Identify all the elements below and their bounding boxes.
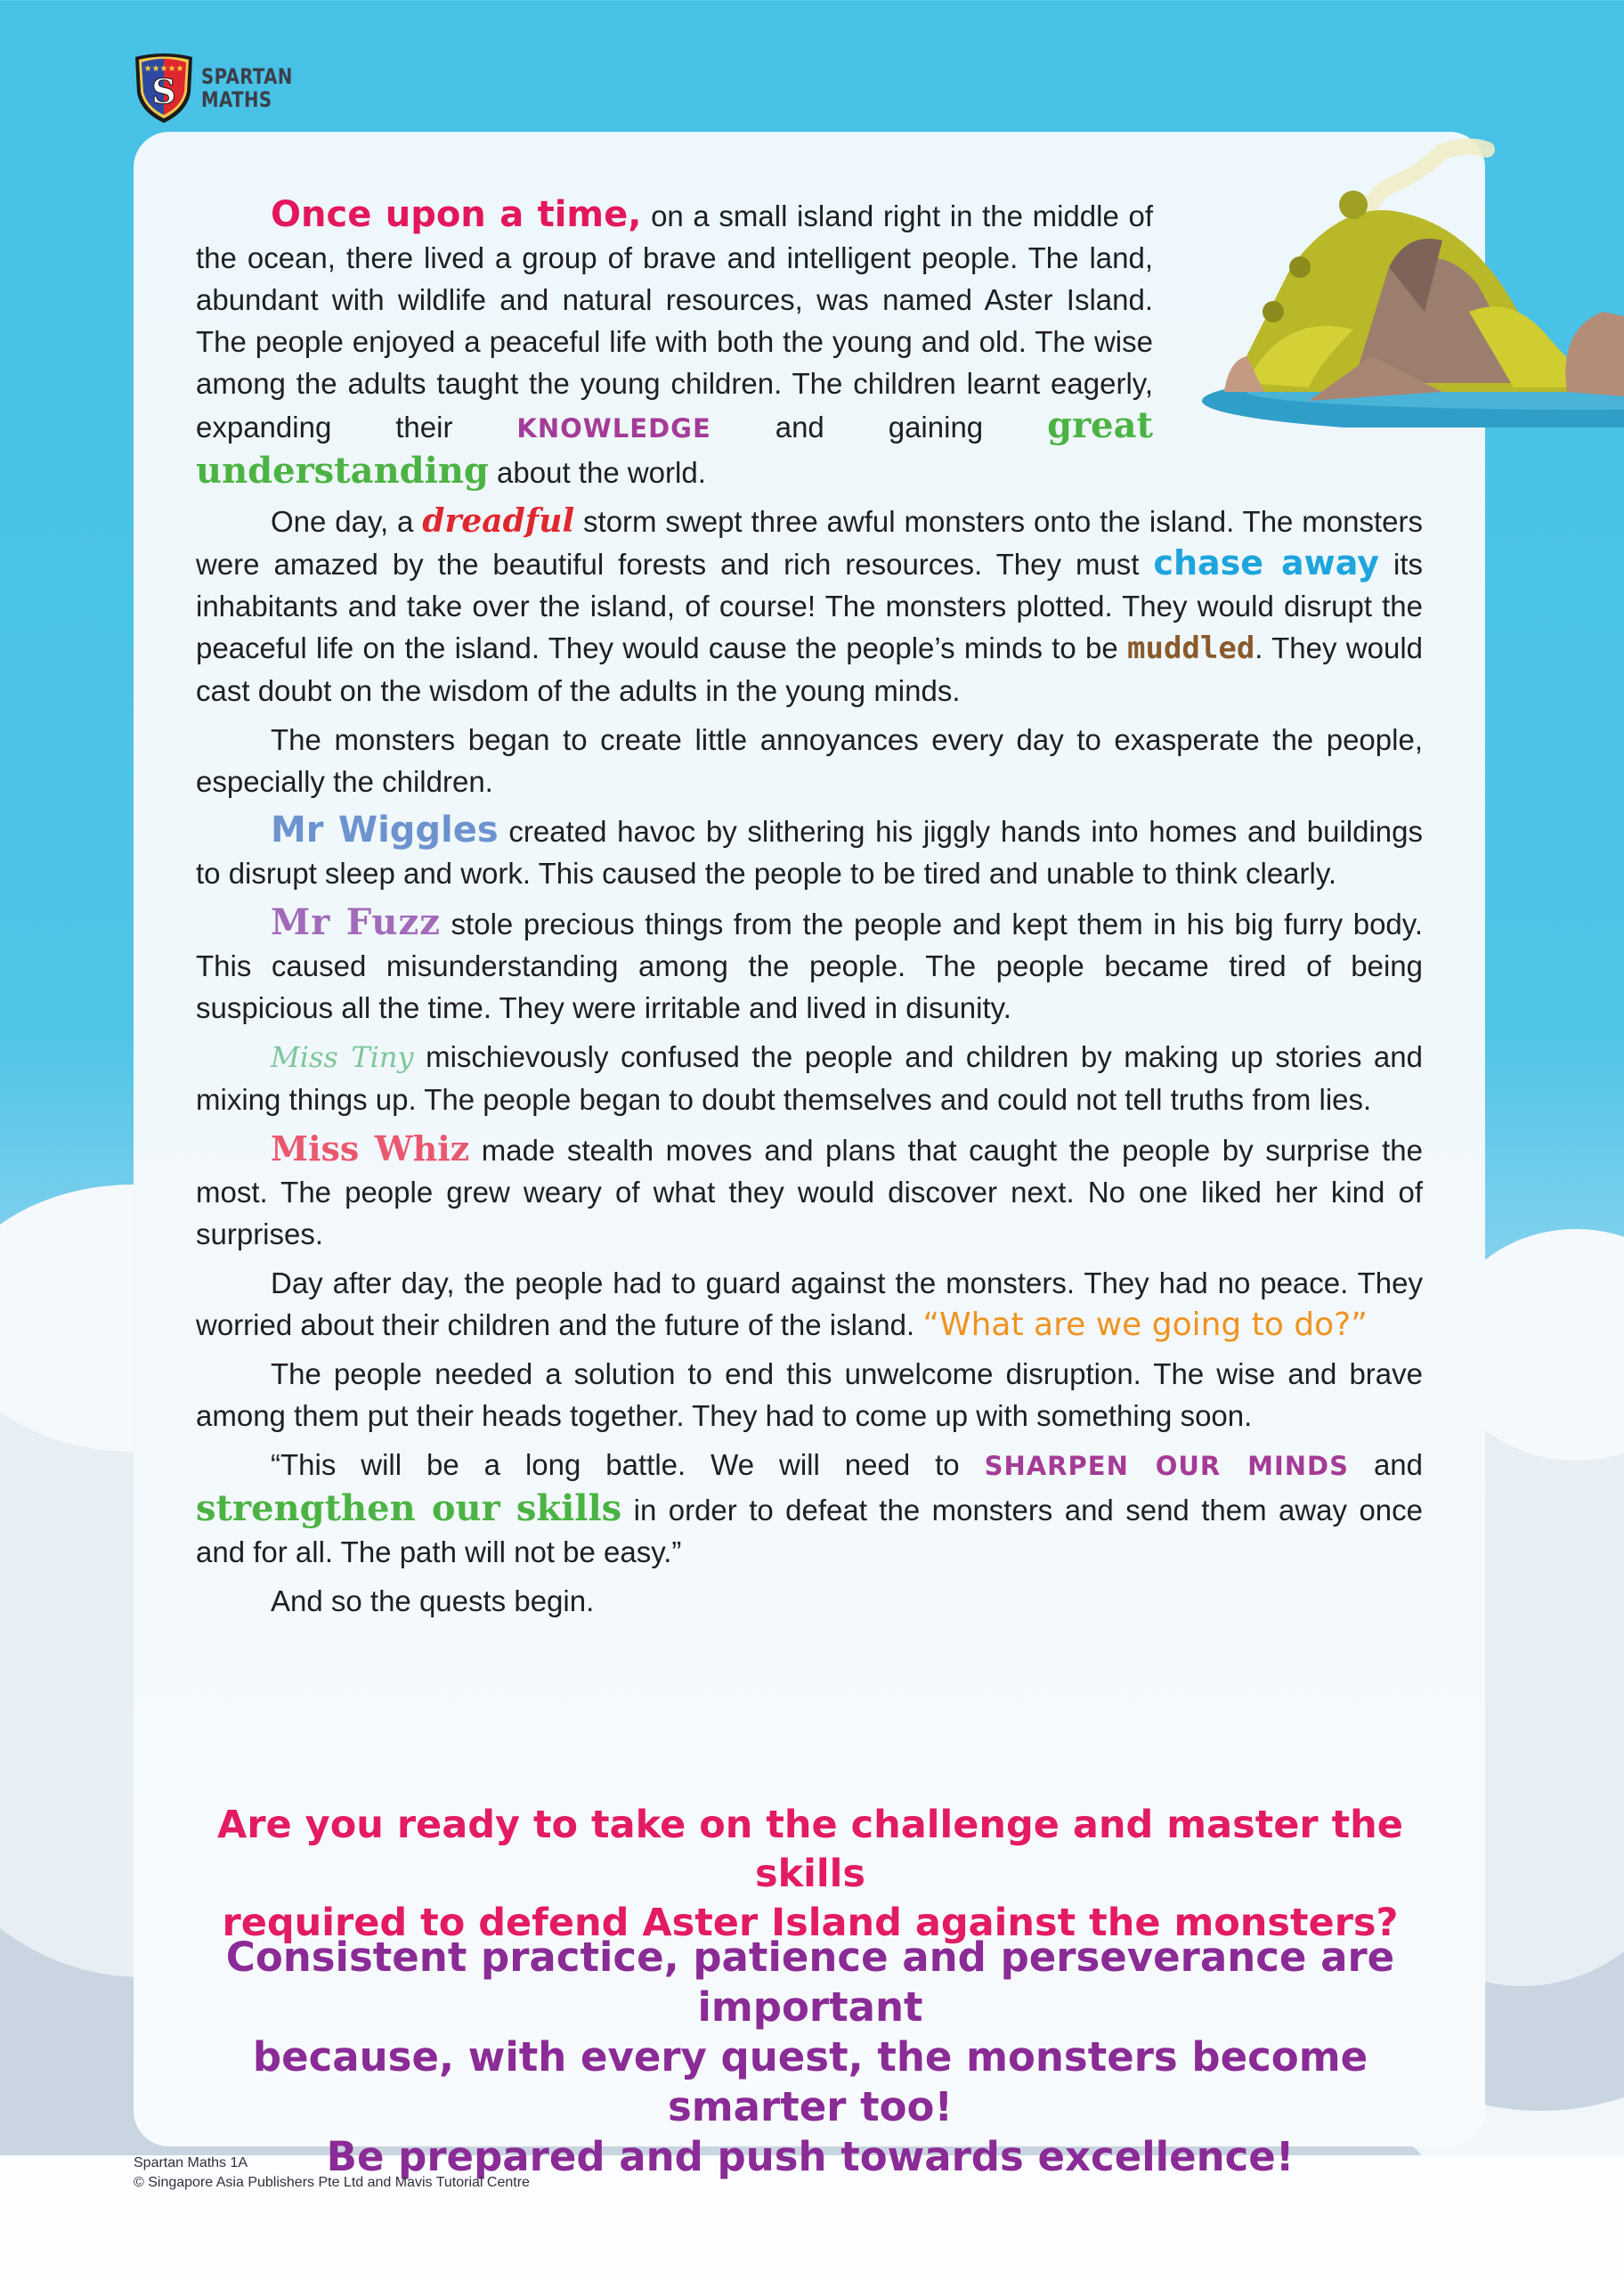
paragraph-mr-fuzz: Mr Fuzz stole precious things from the people and kept them in his big furry body. This caused misunderstanding among the people. The people became tired of being suspicious all the time. They were irritable and lived in disunity. — [196, 901, 1424, 1024]
monster-name-miss-whiz: Miss Whiz — [271, 1128, 470, 1168]
highlight-dreadful: dreadful — [422, 502, 575, 540]
monster-name-mr-wiggles: Mr Wiggles — [271, 810, 499, 851]
copyright-notice: © Singapore Asia Publishers Pte Ltd and Mavis Tutorial Centre — [134, 2175, 530, 2190]
highlight-chase-away: chase away — [1153, 543, 1380, 582]
highlight-great-understanding: great understanding — [196, 404, 1153, 492]
paragraph-quests-begin: And so the quests begin. — [271, 1584, 595, 1617]
highlight-once-upon-a-time: Once upon a time, — [271, 194, 642, 235]
spartan-maths-logo — [132, 52, 313, 125]
challenge-question: Are you ready to take on the challenge and master the skills required to defend Aster Island against the monsters? — [217, 1803, 1403, 1945]
book-title: Spartan Maths 1A — [134, 2155, 248, 2170]
paragraph-miss-whiz: Miss Whiz made stealth moves and plans that caught the people by surprise the most. The people grew weary of what they would discover next. No one liked her kind of surprises. — [196, 1128, 1423, 1250]
monster-name-miss-tiny: Miss Tiny — [271, 1040, 414, 1074]
shield-icon — [132, 52, 196, 125]
svg-text:S: S — [151, 71, 176, 111]
paragraph-solution: The people needed a solution to end this unwelcome disruption. The wise and brave among them put their heads together. They had to come up with something soon. — [196, 1357, 1423, 1432]
motivation-message: Consistent practice, patience and perseverance are important because, with every quest, the monsters become smarter too! Be prepared and push towards excellence! — [225, 1934, 1395, 2180]
monster-name-mr-fuzz: Mr Fuzz — [271, 901, 441, 943]
svg-text:★★★★★: ★★★★★ — [143, 64, 184, 74]
paragraph-intro: Once upon a time, on a small island right in the middle of the ocean, there lived a group of brave and intelligent people. The land, abundant with wildlife and natural resources, was named Aster Island. The people enjoyed a peaceful life with both the young and old. The wise among the adults taught the young children. The children learnt eagerly, expanding their KNOWLEDGE and gaining great understanding about the world. — [196, 194, 1153, 492]
highlight-strengthen-our-skills: strengthen our skills — [196, 1487, 622, 1529]
paragraph-mr-wiggles: Mr Wiggles created havoc by slithering his jiggly hands into homes and buildings to disrupt sleep and work. This caused the people to be tired and unable to think clearly. — [196, 810, 1424, 890]
highlight-knowledge: KNOWLEDGE — [516, 413, 711, 444]
paragraph-annoyances: The monsters began to create little annoyances every day to exasperate the people, especially the children. — [196, 723, 1423, 798]
paragraph-day-after-day: Day after day, the people had to guard against the monsters. They had no peace. They worried about their children and the future of the island. “What are we going to do?” — [196, 1266, 1423, 1343]
page-footer — [134, 2154, 530, 2193]
paragraph-long-battle: “This will be a long battle. We will need to SHARPEN OUR MINDS and strengthen our skills in order to defeat the monsters and send them away once and for all. The path will not be easy.” — [196, 1448, 1423, 1568]
highlight-muddled: muddled — [1127, 631, 1255, 666]
story-text — [196, 194, 1423, 1629]
highlight-sharpen-our-minds: SHARPEN OUR MINDS — [984, 1451, 1349, 1481]
brand-name: SPARTAN MATHS — [201, 64, 293, 112]
paragraph-storm: One day, a dreadful storm swept three awful monsters onto the island. The monsters were amazed by the beautiful forests and rich resources. They must chase away its inhabitants and take over the island, of course! The monsters plotted. They would disrupt the peaceful life on the island. They would cause the people’s minds to be muddled. They would cast doubt on the wisdom of the adults in the young minds. — [196, 502, 1424, 707]
highlight-what-are-we-going-to-do: “What are we going to do?” — [922, 1307, 1368, 1343]
paragraph-miss-tiny: Miss Tiny mischievously confused the people and children by making up stories and mixing things up. The people began to doubt themselves and could not tell truths from lies. — [196, 1040, 1423, 1116]
